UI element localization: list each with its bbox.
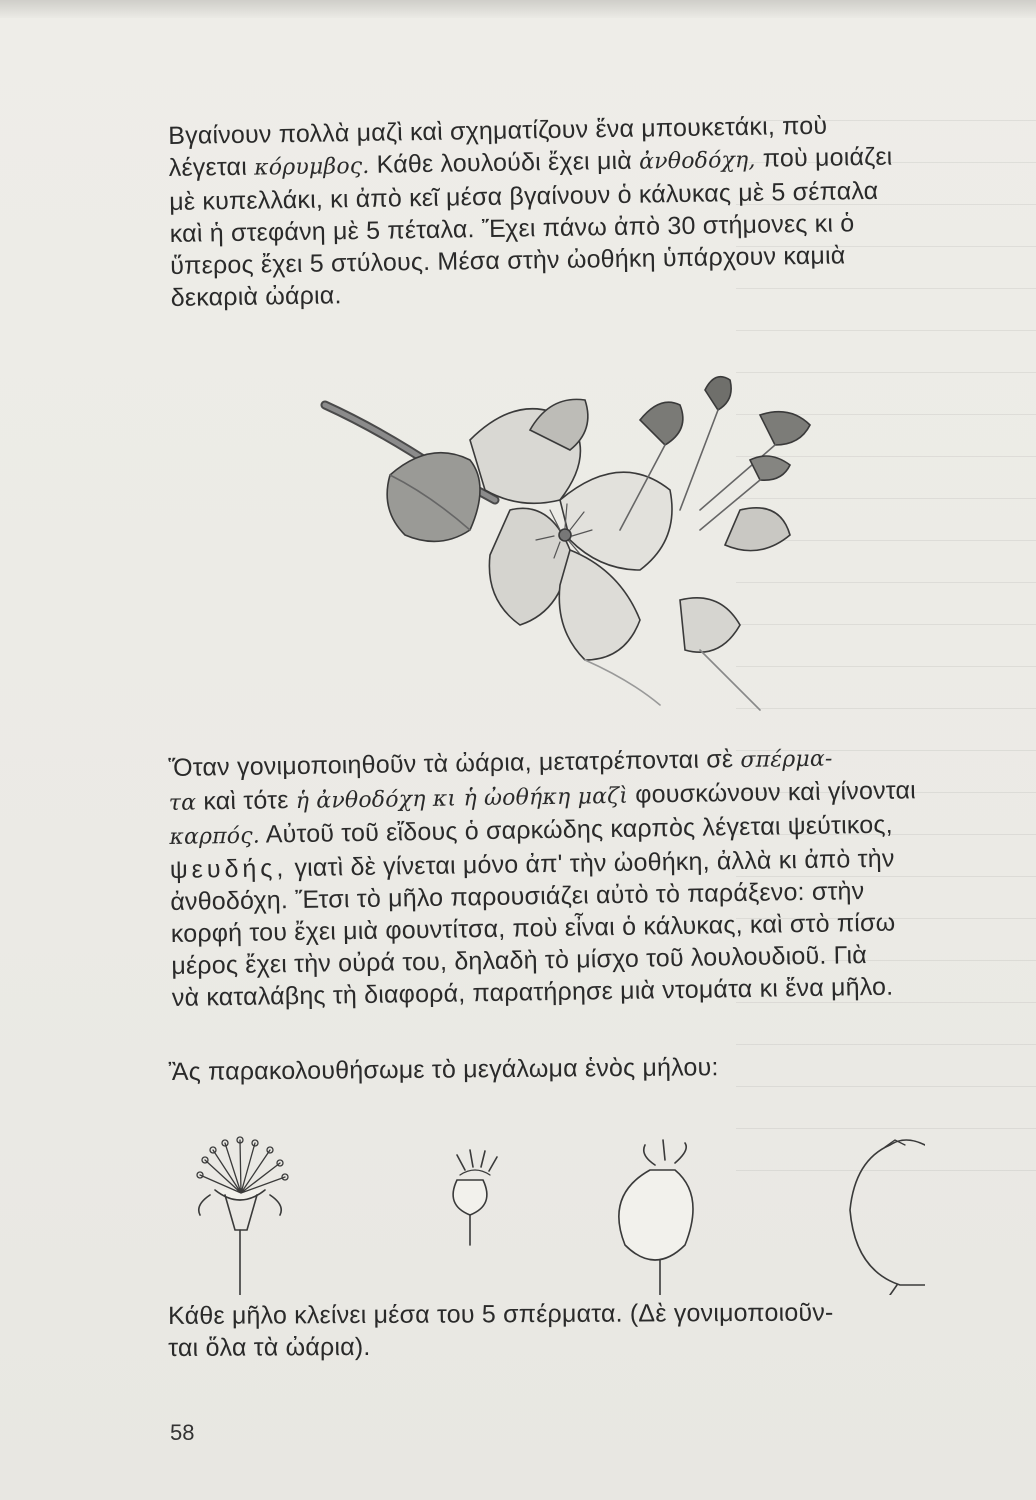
text-line: καὶ ἡ στεφάνη μὲ 5 πέταλα. Ἔχει πάνω ἀπὸ 30 στήμονες κι ὁ <box>169 209 855 248</box>
text-line: λέγεται κόρυμβος. Κάθε λουλούδι ἔχει μιὰ ἀνθοδόχη, ποὺ μοιάζει <box>168 142 893 182</box>
paragraph-false-fruit <box>168 739 1014 1014</box>
young-fruit-stage-icon <box>453 1150 497 1245</box>
text-line: τα καὶ τότε ἡ ἀνθοδόχη κι ἡ ὠοθήκη μαζὶ φουσκώνουν καὶ γίνονται <box>168 776 917 816</box>
text-line: ἀνθοδόχη. Ἔτσι τὸ μῆλο παρουσιάζει αὐτὸ τὸ παράξενο: στὴν <box>170 877 865 916</box>
text-line: Κάθε μῆλο κλείνει μέσα του 5 σπέρματα. (Δὲ γονιμοποιοῦν- <box>168 1298 834 1330</box>
text-line: νὰ καταλάβης τὴ διαφορά, παρατήρησε μιὰ ντομάτα κι ἕνα μῆλο. <box>171 972 894 1012</box>
text-line: δεκαριὰ ὠάρια. <box>170 281 342 312</box>
apple-blossom-illustration <box>320 360 830 730</box>
text-line: ται ὅλα τὰ ὠάρια). <box>168 1332 371 1362</box>
page-number: 58 <box>170 1420 195 1445</box>
flower-stage-icon <box>197 1137 288 1295</box>
text-line: Βγαίνουν πολλὰ μαζὶ καὶ σχηματίζουν ἕνα μπουκετάκι, ποὺ <box>168 111 828 150</box>
text-line: Ἂς παρακολουθήσωμε τὸ μεγάλωμα ἑνὸς μήλου: <box>168 1053 719 1086</box>
paragraph-seeds <box>168 1295 1028 1364</box>
text-line: ψευδής, γιατὶ δὲ γίνεται μόνο ἀπ' τὴν ὠοθήκη, ἀλλὰ κι ἀπὸ τὴν <box>169 844 895 884</box>
apple-growth-stages-illustration <box>185 1135 925 1295</box>
page-top-edge <box>0 0 1036 18</box>
ripe-apple-stage-icon <box>850 1140 925 1295</box>
text-line: μέρος ἔχει τὴν οὐρά του, δηλαδὴ τὸ μίσχο τοῦ λουλουδιοῦ. Γιὰ <box>171 941 868 980</box>
text-line: κορφή του ἔχει μιὰ φουντίτσα, ποὺ εἶναι ὁ κάλυκας, καὶ στὸ πίσω <box>170 908 896 948</box>
paragraph-corymb <box>168 107 1013 314</box>
growing-fruit-stage-icon <box>619 1140 693 1295</box>
text-line: μὲ κυπελλάκι, κι ἀπὸ κεῖ μέσα βγαίνουν ὁ κάλυκας μὲ 5 σέπαλα <box>169 176 879 216</box>
text-line: καρπός. Αὐτοῦ τοῦ εἴδους ὁ σαρκώδης καρπὸς λέγεται ψεύτικος, <box>169 810 893 850</box>
text-line: ὕπερος ἔχει 5 στύλους. Μέσα στὴν ὠοθήκη ὑπάρχουν καμιὰ <box>170 241 846 280</box>
text-line: Ὅταν γονιμοποιηθοῦν τὰ ὠάρια, μετατρέπονται σὲ σπέρμα- <box>168 745 833 782</box>
